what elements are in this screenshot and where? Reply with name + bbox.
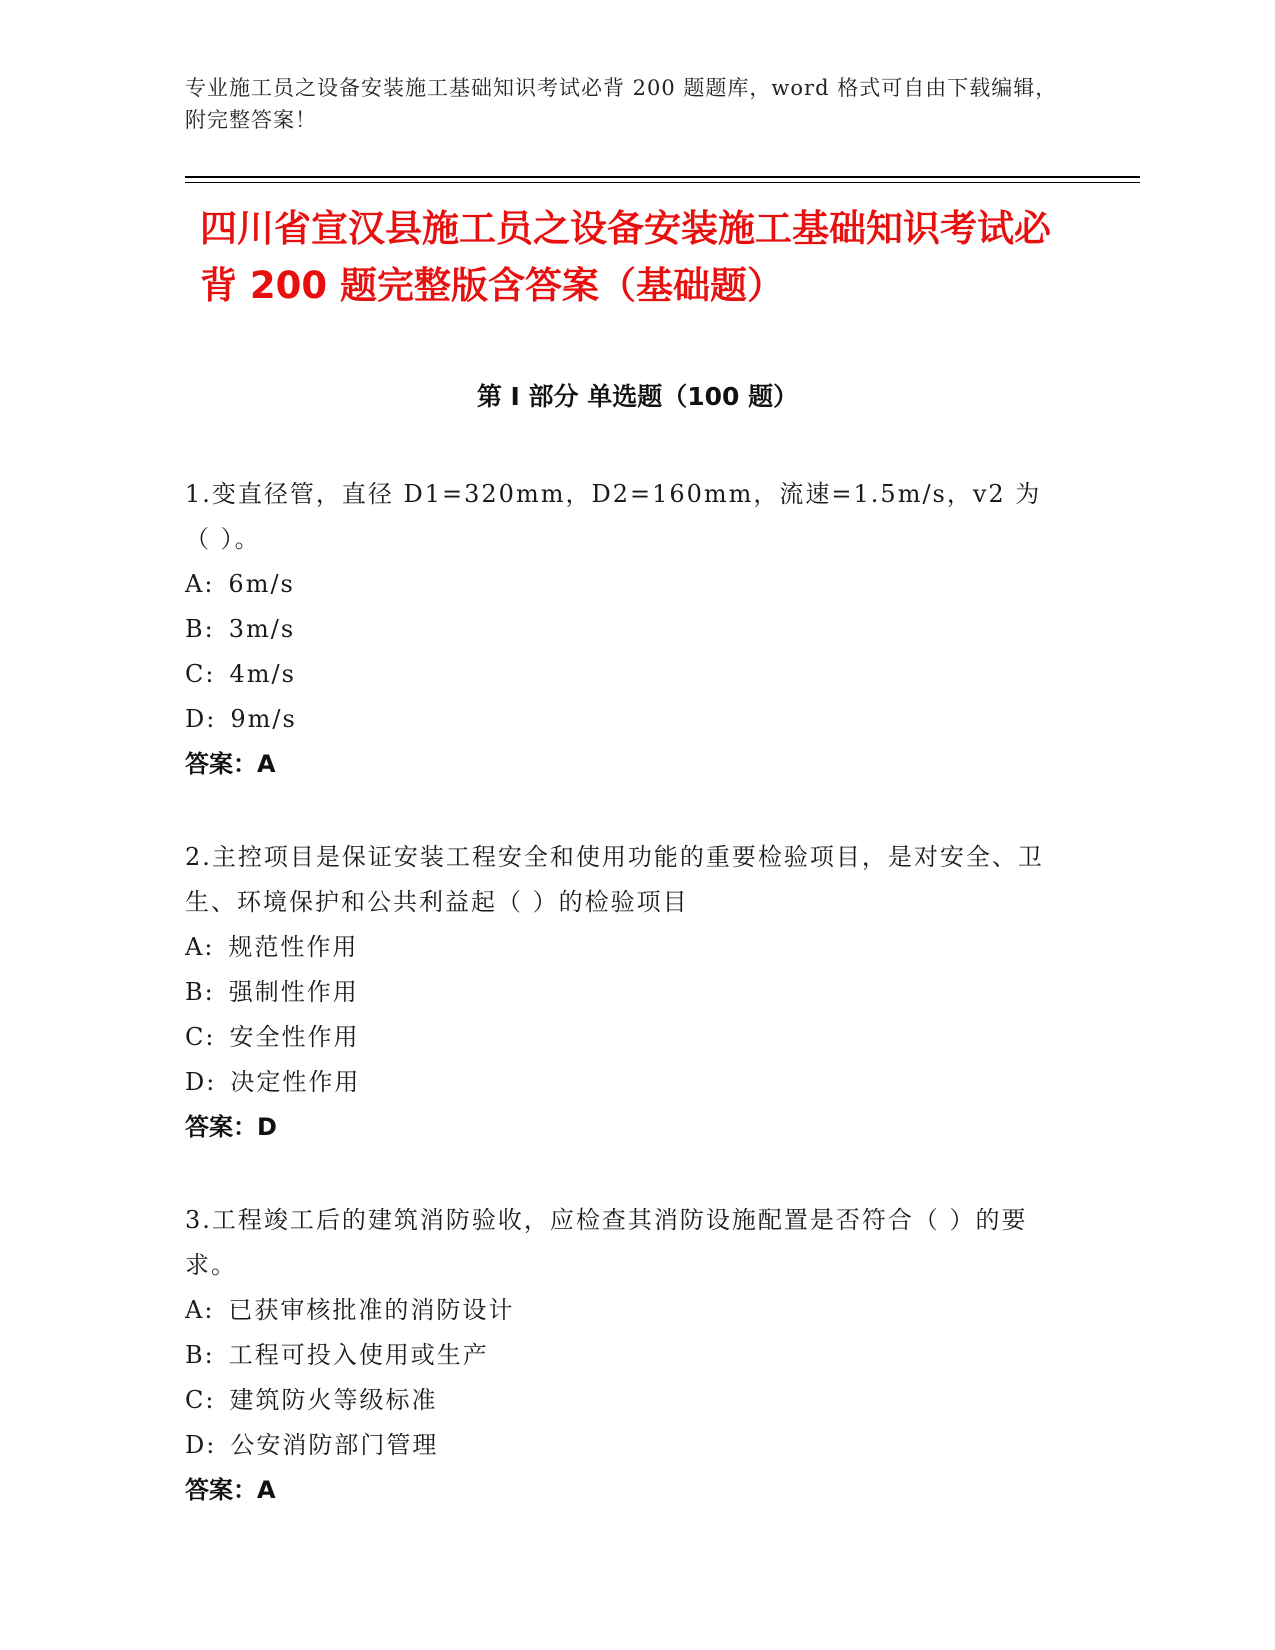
answer: 答案：A: [185, 750, 276, 778]
option-text: 工程可投入使用或生产: [228, 1341, 489, 1369]
option-key: C:: [185, 1023, 216, 1051]
section-title: 第 I 部分 单选题（100 题）: [476, 382, 799, 411]
option-a: [185, 562, 1065, 607]
option-key: C:: [185, 660, 216, 688]
option-text: 安全性作用: [229, 1023, 360, 1051]
option-text: 建筑防火等级标准: [229, 1386, 438, 1414]
option-text: 决定性作用: [230, 1068, 361, 1096]
option-text: 强制性作用: [228, 978, 359, 1006]
question-stem: 3.工程竣工后的建筑消防验收，应检查其消防设施配置是否符合（ ）的要求。: [185, 1206, 1028, 1279]
option-key: C:: [185, 1386, 216, 1414]
answer: 答案：D: [185, 1113, 277, 1141]
option-key: A:: [185, 933, 215, 961]
option-d: [185, 1060, 1065, 1105]
option-d: [185, 697, 1065, 742]
option-text: 公安消防部门管理: [230, 1431, 439, 1459]
question-list: [185, 472, 1065, 1561]
answer: 答案：A: [185, 1476, 276, 1504]
option-text: 3m/s: [228, 615, 296, 643]
option-d: [185, 1423, 1065, 1468]
option-key: A:: [185, 570, 215, 598]
question-2: [185, 835, 1065, 1150]
header-rule-thin: [185, 182, 1140, 183]
option-text: 4m/s: [229, 660, 296, 688]
option-text: 9m/s: [230, 705, 297, 733]
option-c: [185, 1015, 1065, 1060]
option-a: [185, 925, 1065, 970]
option-text: 规范性作用: [228, 933, 359, 961]
question-stem: 1.变直径管，直径 D1=320mm，D2=160mm，流速=1.5m/s，v2 为（ ）。: [185, 480, 1042, 553]
question-stem: 2.主控项目是保证安装工程安全和使用功能的重要检验项目，是对安全、卫生、环境保护和公共利益起（ ）的检验项目: [185, 843, 1044, 916]
question-1: [185, 472, 1065, 787]
option-c: [185, 652, 1065, 697]
option-b: [185, 607, 1065, 652]
option-key: A:: [185, 1296, 215, 1324]
option-text: 已获审核批准的消防设计: [228, 1296, 515, 1324]
option-c: [185, 1378, 1065, 1423]
document-title: 四川省宣汉县施工员之设备安装施工基础知识考试必背 200 题完整版含答案（基础题）: [200, 207, 1051, 307]
question-3: [185, 1198, 1065, 1513]
option-key: D:: [185, 1068, 217, 1096]
option-text: 6m/s: [228, 570, 295, 598]
option-a: [185, 1288, 1065, 1333]
option-key: D:: [185, 705, 217, 733]
option-key: B:: [185, 1341, 215, 1369]
header-rule-thick: [185, 176, 1140, 178]
option-b: [185, 1333, 1065, 1378]
option-key: B:: [185, 615, 215, 643]
option-b: [185, 970, 1065, 1015]
option-key: D:: [185, 1431, 217, 1459]
header-note: 专业施工员之设备安装施工基础知识考试必背 200 题题库，word 格式可自由下载编辑，附完整答案！: [185, 76, 1058, 132]
option-key: B:: [185, 978, 215, 1006]
